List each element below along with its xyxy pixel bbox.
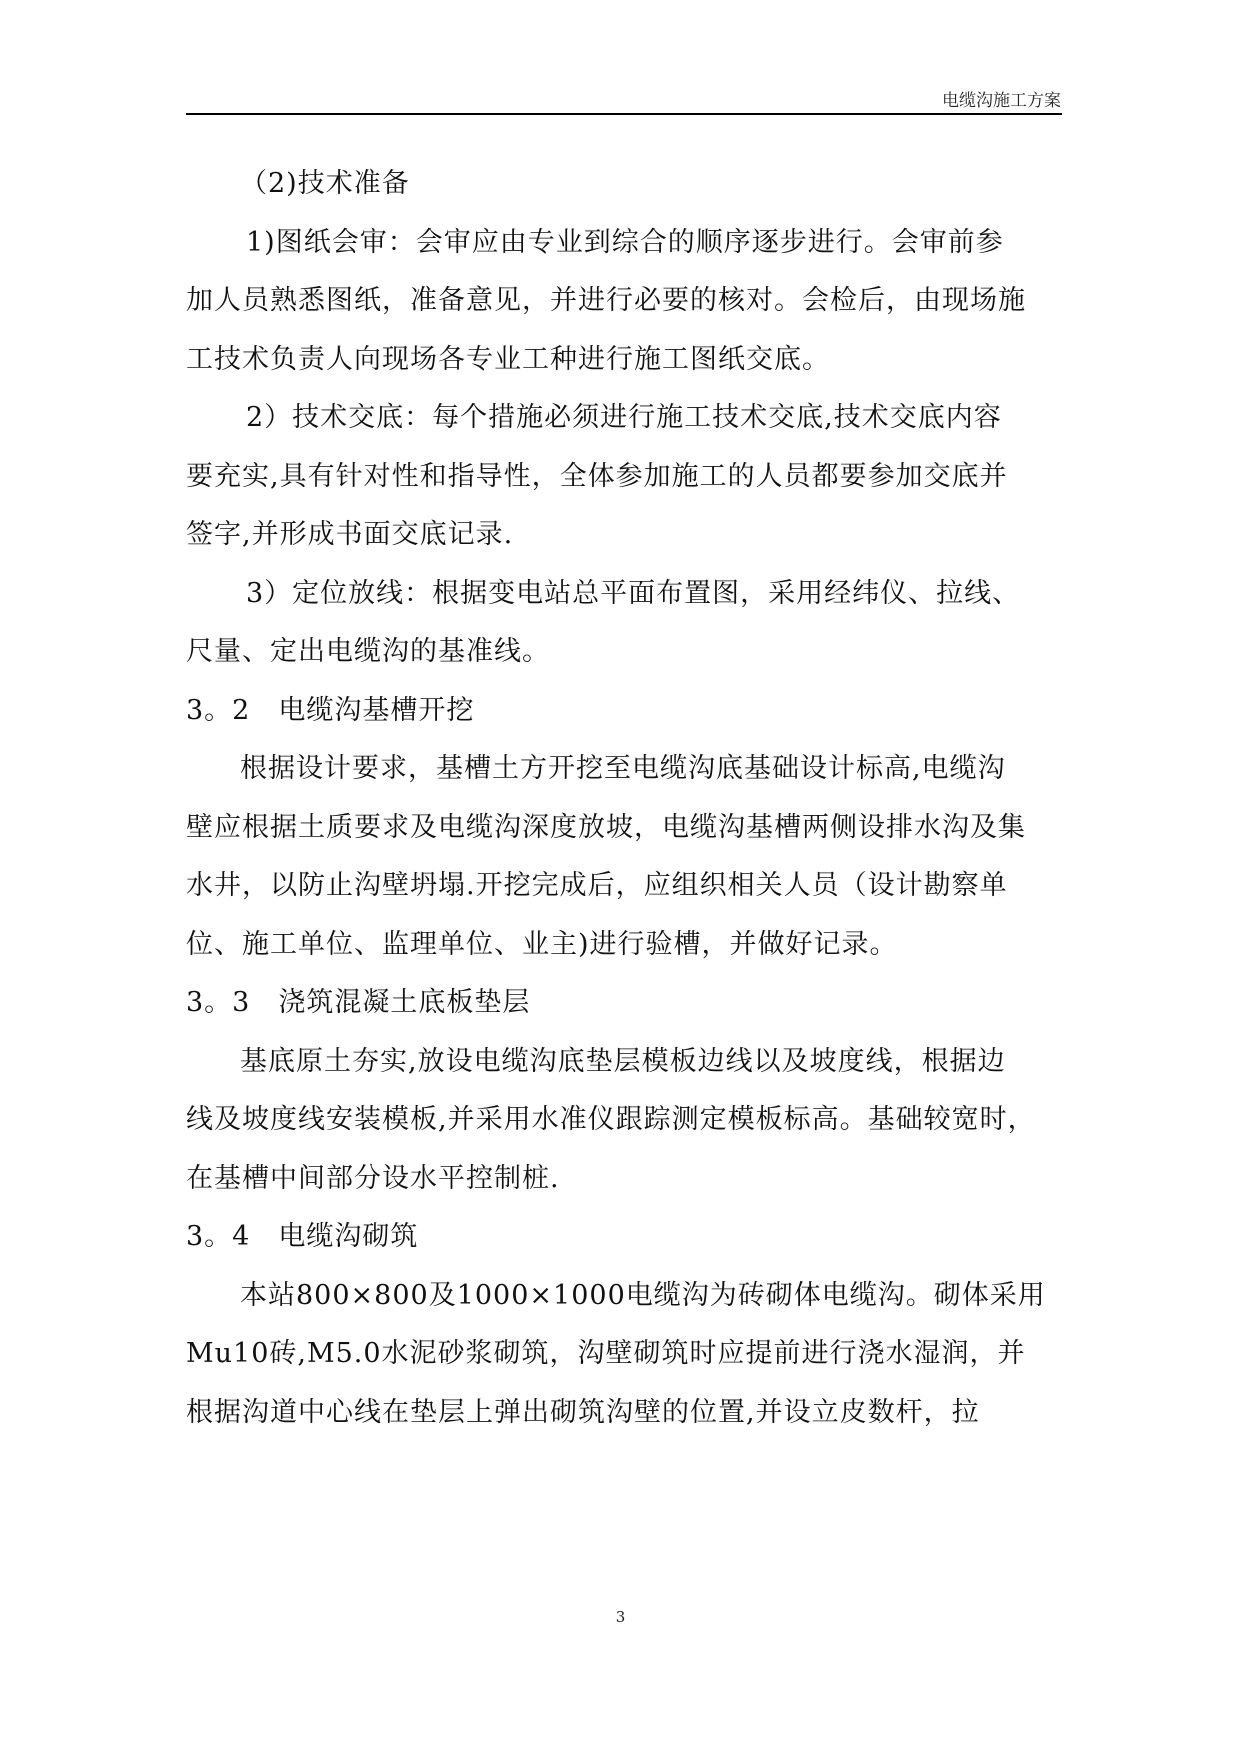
section-heading: 3。2 电缆沟基槽开挖 xyxy=(186,694,475,726)
header-rule xyxy=(186,113,1062,115)
paragraph-line: 水井，以防止沟壁坍塌.开挖完成后，应组织相关人员（设计勘察单 xyxy=(186,870,1008,901)
paragraph-line: 加人员熟悉图纸，准备意见，并进行必要的核对。会检后，由现场施 xyxy=(186,285,1026,316)
paragraph-line: 根据沟道中心线在垫层上弹出砌筑沟壁的位置,并设立皮数杆，拉 xyxy=(186,1396,980,1428)
subsection-heading: （2)技术准备 xyxy=(240,168,410,199)
paragraph-line: Mu10砖,M5.0水泥砂浆砌筑，沟壁砌筑时应提前进行浇水湿润，并 xyxy=(186,1338,1026,1369)
page-number: 3 xyxy=(615,1608,626,1626)
paragraph-line: 在基槽中间部分设水平控制桩. xyxy=(186,1162,560,1194)
paragraph-line: 1)图纸会审：会审应由专业到综合的顺序逐步进行。会审前参 xyxy=(246,226,1004,258)
paragraph-line: 根据设计要求，基槽土方开挖至电缆沟底基础设计标高,电缆沟 xyxy=(240,753,1006,784)
paragraph-line: 工技术负责人向现场各专业工种进行施工图纸交底。 xyxy=(186,343,830,375)
paragraph-line: 位、施工单位、监理单位、业主)进行验槽，并做好记录。 xyxy=(186,928,898,960)
paragraph-line: 3）定位放线：根据变电站总平面布置图，采用经纬仪、拉线、 xyxy=(246,577,1021,609)
paragraph-line: 线及坡度线安装模板,并采用水准仪跟踪测定模板标高。基础较宽时， xyxy=(186,1104,1036,1135)
paragraph-line: 本站800×800及1000×1000电缆沟为砖砌体电缆沟。砌体采用 xyxy=(240,1279,1046,1311)
paragraph-line: 2）技术交底：每个措施必须进行施工技术交底,技术交底内容 xyxy=(246,402,1002,433)
paragraph-line: 签字,并形成书面交底记录. xyxy=(186,519,514,550)
document-body xyxy=(186,155,1062,1442)
paragraph-line: 壁应根据土质要求及电缆沟深度放坡，电缆沟基槽两侧设排水沟及集 xyxy=(186,811,1026,843)
paragraph-line: 要充实,具有针对性和指导性，全体参加施工的人员都要参加交底并 xyxy=(186,460,1008,492)
header-title: 电缆沟施工方案 xyxy=(942,91,1061,111)
paragraph-line: 基底原土夯实,放设电缆沟底垫层模板边线以及坡度线，根据边 xyxy=(240,1045,1006,1077)
section-heading: 3。3 浇筑混凝土底板垫层 xyxy=(186,987,531,1018)
paragraph-line: 尺量、定出电缆沟的基准线。 xyxy=(186,636,550,667)
section-heading: 3。4 电缆沟砌筑 xyxy=(186,1221,419,1252)
